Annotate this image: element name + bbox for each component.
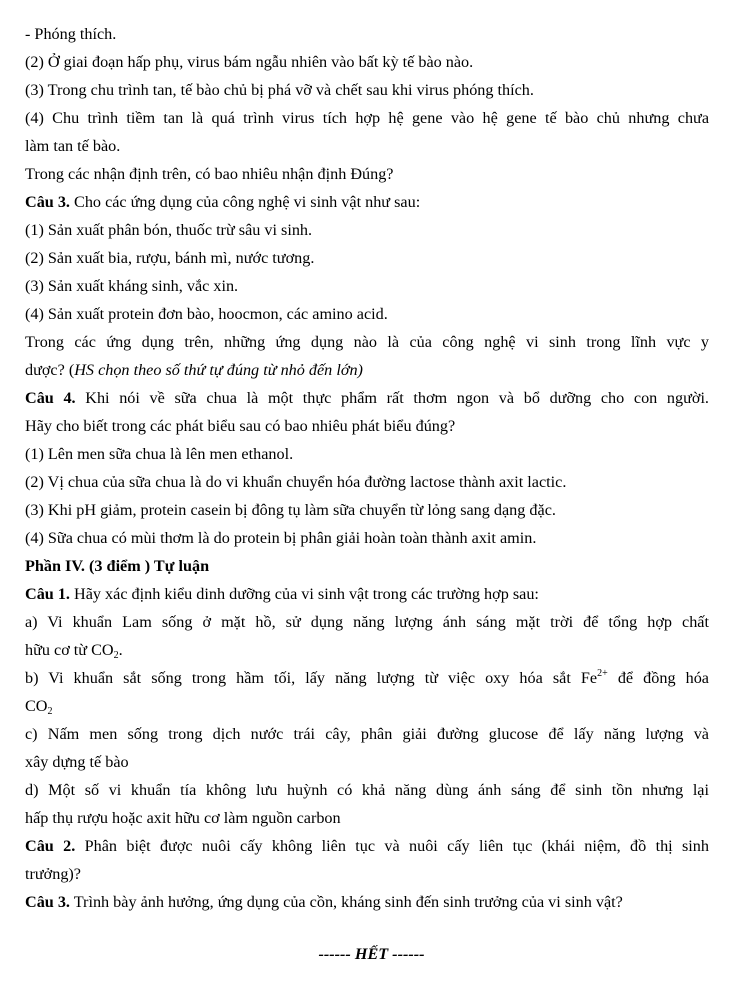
essay-cau-1-prompt: Câu 1. Hãy xác định kiểu dinh dưỡng của vi sinh vật trong các trường hợp sau: — [25, 585, 539, 603]
case-a-line-1: a) Vi khuẩn Lam sống ở mặt hồ, sử dụng năng lượng ánh sáng mặt trời để tổng hợp chất — [25, 613, 709, 631]
cau-3-item-1: (1) Sản xuất phân bón, thuốc trừ sâu vi sinh. — [25, 221, 313, 239]
case-c-line-2: xây dựng tế bào — [25, 753, 129, 771]
cau-3-answer-note: HS chọn theo số thứ tự đúng từ nhỏ đến lớn) — [74, 361, 363, 379]
cau-4-item-1: (1) Lên men sữa chua là lên men ethanol. — [25, 445, 294, 463]
essay-cau-3: Câu 3. Trình bày ảnh hưởng, ứng dụng của cồn, kháng sinh đến sinh trưởng của vi sinh vật? — [25, 893, 623, 911]
case-b-line-1: b) Vi khuẩn sắt sống trong hầm tối, lấy năng lượng từ việc oxy hóa sắt $Fe^{2+}$ để đồng hóa — [25, 668, 709, 687]
part-4-heading: Phần IV. (3 điểm ) Tự luận — [25, 557, 210, 575]
essay-cau-1-label: Câu 1. — [25, 585, 70, 603]
release-stage-item: - Phóng thích. — [25, 25, 117, 43]
cau-3-question-line-1: Trong các ứng dụng trên, những ứng dụng nào là của công nghệ vi sinh trong lĩnh vực y — [25, 333, 709, 351]
cau-3-label: Câu 3. — [25, 193, 70, 211]
essay-cau-2-label: Câu 2. — [25, 837, 76, 855]
statement-3: (3) Trong chu trình tan, tế bào chủ bị phá vỡ và chết sau khi virus phóng thích. — [25, 81, 534, 99]
cau-4-prompt-line-2: Hãy cho biết trong các phát biểu sau có bao nhiêu phát biểu đúng? — [25, 417, 456, 435]
cau-3-item-4: (4) Sản xuất protein đơn bào, hoocmon, các amino acid. — [25, 305, 388, 323]
cau-4-item-3: (3) Khi pH giảm, protein casein bị đông tụ làm sữa chuyển từ lỏng sang dạng đặc. — [25, 501, 556, 519]
statement-2: (2) Ở giai đoạn hấp phụ, virus bám ngẫu nhiên vào bất kỳ tế bào nào. — [25, 53, 474, 71]
case-d-line-2: hấp thụ rượu hoặc axit hữu cơ làm nguồn carbon — [25, 809, 341, 827]
cau-4-item-4: (4) Sữa chua có mùi thơm là do protein bị phân giải hoàn toàn thành axit amin. — [25, 529, 537, 547]
case-a-line-2: hữu cơ từ $CO_2$. — [25, 641, 123, 661]
statements-question: Trong các nhận định trên, có bao nhiêu nhận định Đúng? — [25, 165, 394, 183]
cau-4-label: Câu 4. — [25, 389, 76, 407]
cau-3-item-2: (2) Sản xuất bia, rượu, bánh mì, nước tương. — [25, 249, 315, 267]
case-d-line-1: d) Một số vi khuẩn tía không lưu huỳnh có khả năng dùng ánh sáng để sinh tồn nhưng lại — [25, 781, 709, 799]
case-c-line-1: c) Nấm men sống trong dịch nước trái cây, phân giải đường glucose để lấy năng lượng và — [25, 725, 709, 743]
statement-4-line-1: (4) Chu trình tiềm tan là quá trình virus tích hợp hệ gene vào hệ gene tế bào chủ nhưng chưa — [25, 109, 709, 127]
essay-cau-3-label: Câu 3. — [25, 893, 70, 911]
cau-3-item-3: (3) Sản xuất kháng sinh, vắc xin. — [25, 277, 239, 295]
cau-4-prompt-line-1: Câu 4. Khi nói về sữa chua là một thực phẩm rất thơm ngon và bổ dưỡng cho con người. — [25, 389, 709, 407]
cau-3-question-line-2: dược? (HS chọn theo số thứ tự đúng từ nhỏ đến lớn) — [25, 361, 363, 379]
essay-cau-2-line-2: trưởng)? — [25, 865, 81, 883]
end-of-exam-mark: ------ HẾT ------ — [318, 945, 425, 963]
essay-cau-2-line-1: Câu 2. Phân biệt được nuôi cấy không liên tục và nuôi cấy liên tục (khái niệm, đồ thị sinh — [25, 837, 709, 855]
statement-4-line-2: làm tan tế bào. — [25, 137, 121, 155]
cau-4-item-2: (2) Vị chua của sữa chua là do vi khuẩn chuyển hóa đường lactose thành axit lactic. — [25, 473, 567, 491]
cau-3-prompt: Câu 3. Cho các ứng dụng của công nghệ vi sinh vật như sau: — [25, 193, 421, 211]
case-b-line-2: $CO_2$ — [25, 697, 53, 717]
